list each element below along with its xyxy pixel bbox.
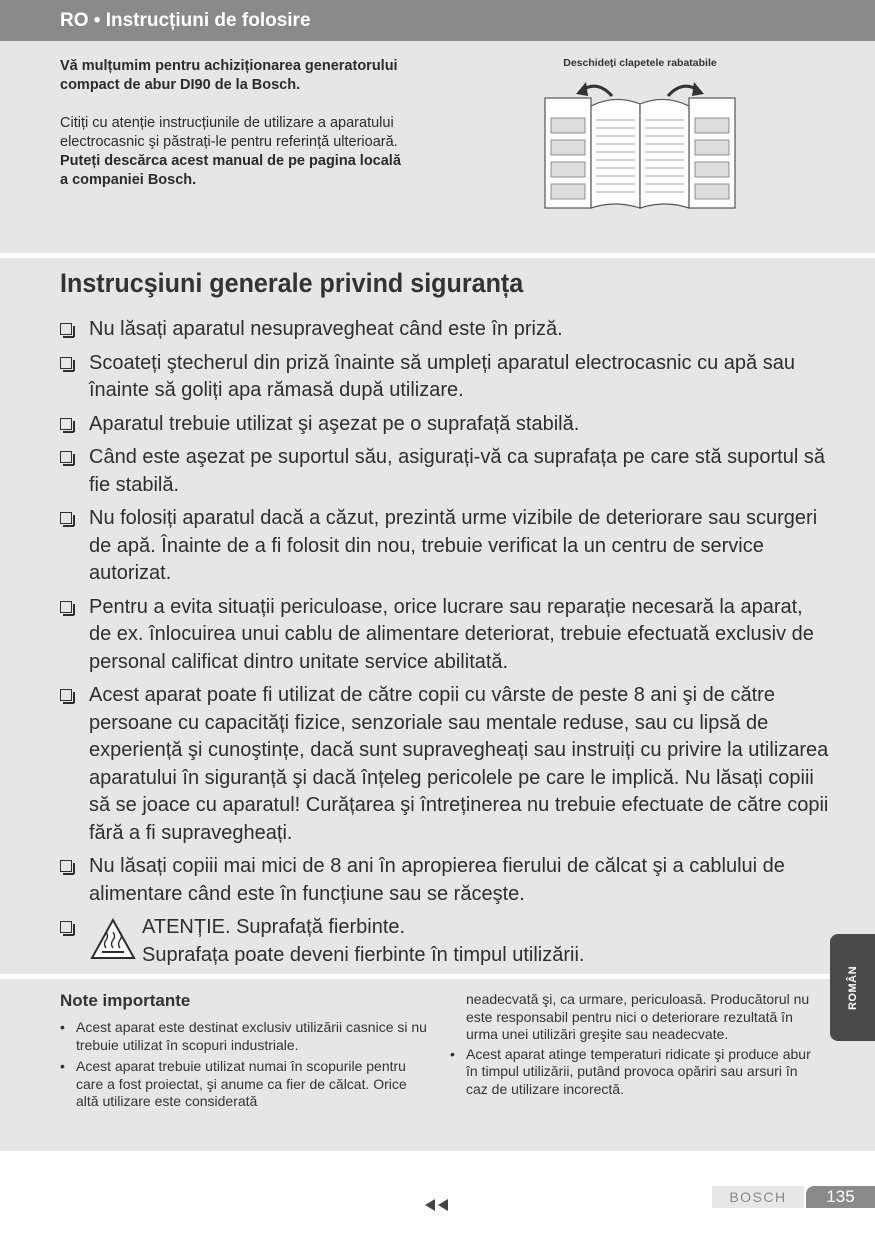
foldout-pages-illustration [540, 76, 740, 216]
checkbox-bullet-icon [60, 689, 72, 701]
safety-item [60, 853, 830, 908]
thanks-text: Vă mulțumim pentru achiziționarea generatorului compact de abur DI90 de la Bosch. [60, 58, 398, 93]
safety-item [60, 682, 830, 847]
safety-item-text: Aparatul trebuie utilizat şi aşezat pe o suprafață stabilă. [89, 412, 580, 435]
safety-title: Instrucşiuni generale privind siguranța [60, 268, 524, 298]
safety-item [60, 505, 830, 588]
safety-item [60, 411, 830, 439]
safety-item-text: Scoateți ştecherul din priză înainte să umpleți aparatul electrocasnic cu apă sau înainte să goliți apa rămasă după utilizare. [89, 351, 795, 401]
notes-title: Note importante [60, 991, 191, 1010]
note-item [60, 1019, 430, 1054]
safety-item-text: Nu folosiți aparatul dacă a căzut, prezintă urme vizibile de deteriorare sau scurgeri de apă. Înainte de a fi folosit din nou, trebuie verificat la un centru de service autorizat. [89, 507, 818, 584]
safety-item-text: Pentru a evita situații periculoase, orice lucrare sau reparație necesară la aparat, de ex. înlocuirea unui cablu de alimentare deteriorat, trebuie efectuată exclusiv de personal calificat dintro unitate service abilitată. [89, 595, 814, 673]
note-item [60, 1058, 430, 1111]
safety-item [60, 316, 830, 344]
checkbox-bullet-icon [60, 357, 72, 369]
safety-item [60, 594, 830, 677]
notes-right-column [450, 991, 820, 1102]
checkbox-bullet-icon [60, 418, 72, 430]
safety-list [60, 316, 830, 975]
notes-left-column [60, 991, 430, 1115]
safety-item-text: Nu lăsați aparatul nesupravegheat când este în priză. [89, 318, 563, 340]
hot-surface-warning [60, 914, 830, 969]
checkbox-bullet-icon [60, 451, 72, 463]
safety-item-text: Nu lăsați copiii mai mici de 8 ani în apropierea fierului de călcat şi a cablului de alimentare când este în funcțiune sau se răceşte. [89, 855, 785, 905]
checkbox-bullet-icon [60, 860, 72, 872]
language-tab[interactable] [830, 934, 875, 1041]
note-text: Acest aparat trebuie utilizat numai în scopurile pentru care a fost proiectat, şi anume ca fier de călcat. Orice altă utilizare este considerată [76, 1058, 407, 1109]
safety-section [0, 258, 875, 974]
safety-item [60, 444, 830, 499]
note-item [450, 1046, 820, 1099]
bullet: • [60, 1019, 65, 1035]
safety-item [60, 350, 830, 405]
intro-text [60, 57, 410, 190]
fold-caption: Deschideți clapetele rabatabile [563, 57, 717, 69]
checkbox-bullet-icon [60, 323, 72, 335]
header-title: RO • Instrucțiuni de folosire [60, 10, 311, 31]
notes-section [0, 979, 875, 1151]
bullet: • [450, 1045, 455, 1062]
checkbox-bullet-icon [60, 512, 72, 524]
note-continuation: neadecvată şi, ca urmare, periculoasă. Producătorul nu este responsabil pentru nici o deteriorare rezultată în urma unei utilizări greşite sau neadecvate. [466, 991, 810, 1042]
previous-page-arrows-icon[interactable] [424, 1198, 450, 1212]
warning-line-1: ATENȚIE. Suprafață fierbinte. [142, 916, 406, 938]
note-text: Acest aparat atinge temperaturi ridicate şi produce abur în timpul utilizării, putând provoca opăriri sau arsuri în caz de utilizare incorectă. [466, 1045, 811, 1097]
hot-surface-warning-icon [90, 918, 136, 960]
checkbox-bullet-icon [60, 601, 72, 613]
warning-line-2: Suprafața poate deveni fierbinte în timpul utilizării. [142, 943, 585, 966]
intro-section [0, 41, 875, 253]
page-number: 135 [806, 1186, 875, 1208]
language-tab-label: ROMÂN [846, 965, 859, 1010]
bullet: • [60, 1058, 65, 1074]
checkbox-bullet-icon [60, 921, 72, 933]
note-text: Acest aparat este destinat exclusiv utilizării casnice si nu trebuie utilizat în scopuri industriale. [76, 1019, 427, 1053]
download-text: Puteți descărca acest manual de pe pagina locală a companiei Bosch. [60, 153, 401, 188]
page-header [0, 0, 875, 41]
safety-item-text: Acest aparat poate fi utilizat de către copii cu vârste de peste 8 ani şi de către persoane cu capacități fizice, senzoriale sau mentale reduse, sau cu lipsă de experiență şi cunoştințe, dacă sunt supravegheați sau instruiți cu privire la utilizarea aparatului în siguranță şi dacă înțeleg pericolele pe care le implică. Nu lăsați copiii să se joace cu aparatul! Curățarea şi întreținerea nu trebuie efectuate de către copii fără a fi supravegheați. [89, 684, 829, 844]
brand-label: BOSCH [712, 1186, 804, 1208]
safety-item-text: Când este aşezat pe suportul său, asigurați-vă ca suprafața pe care stă suportul să fie stabilă. [89, 446, 825, 496]
read-instructions-text: Citiți cu atenție instrucțiunile de utilizare a aparatului electrocasnic şi păstrați-le pentru referință ulterioară. [60, 115, 398, 150]
